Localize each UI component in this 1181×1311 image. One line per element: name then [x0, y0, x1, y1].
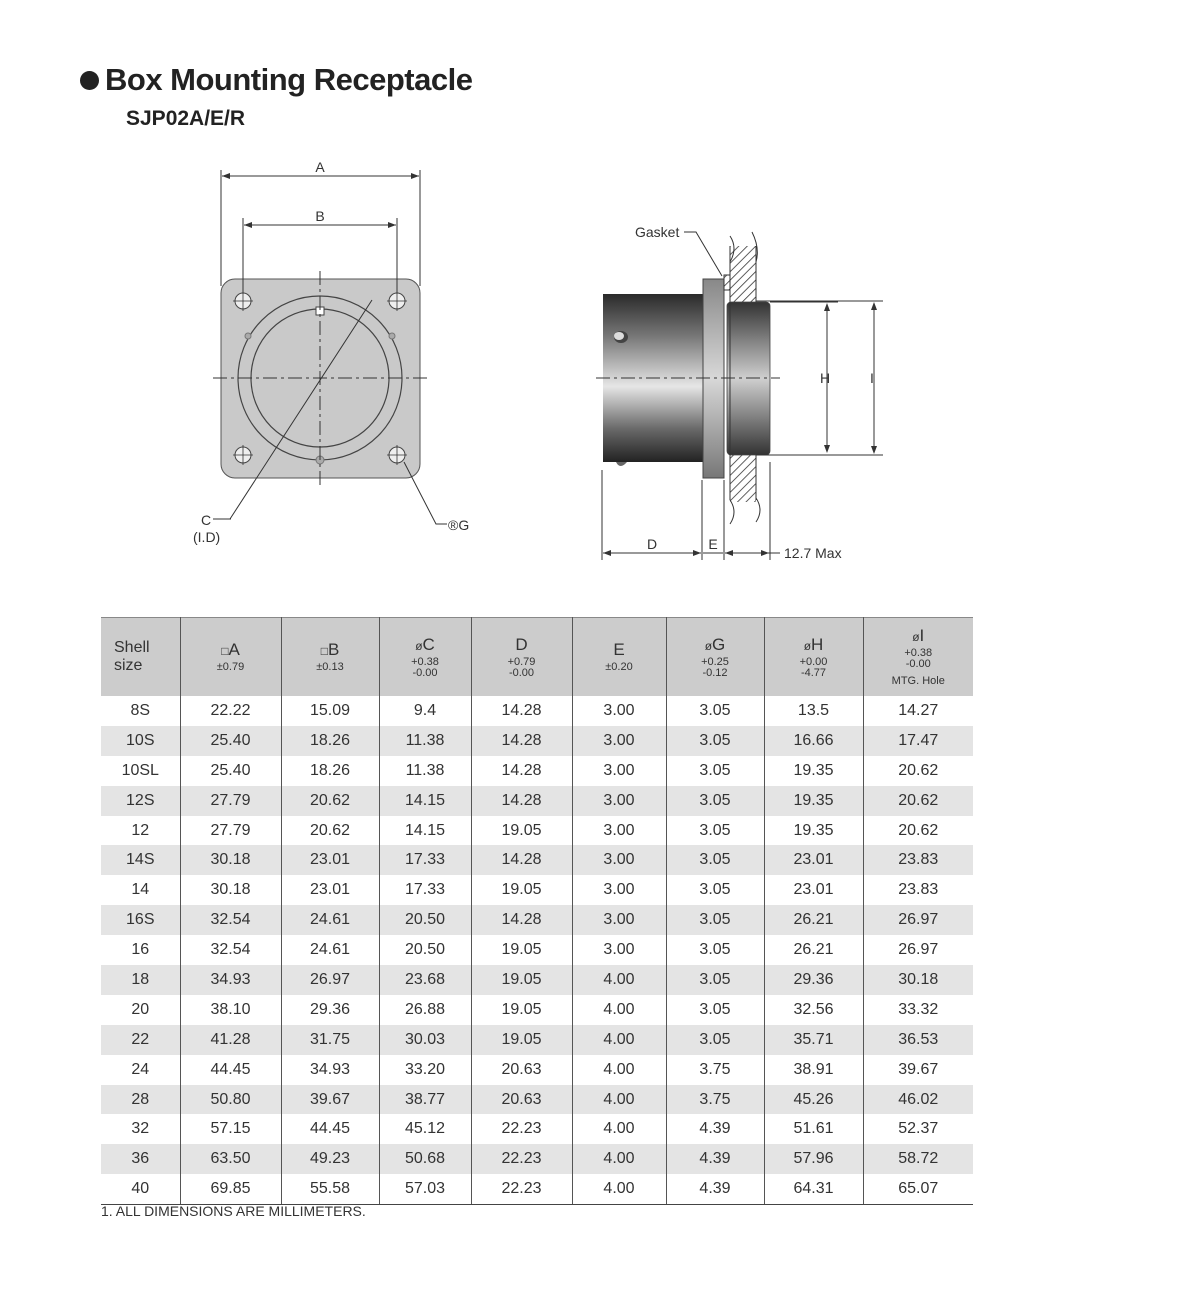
shell-size-cell: 36	[101, 1144, 180, 1174]
table-cell: 32.54	[180, 935, 281, 965]
table-cell: 35.71	[764, 1025, 863, 1055]
column-header	[379, 618, 471, 697]
table-cell: 4.39	[666, 1144, 764, 1174]
table-cell: 24.61	[281, 905, 379, 935]
table-cell: 20.62	[281, 786, 379, 816]
table-cell: 3.00	[572, 786, 666, 816]
table-cell: 20.62	[863, 786, 973, 816]
tolerance-upper: +0.38	[411, 655, 439, 668]
table-row	[101, 726, 973, 756]
dim-label-b: B	[315, 208, 325, 224]
column-header-label	[181, 641, 281, 658]
table-cell: 3.05	[666, 786, 764, 816]
tolerance-lower: -0.12	[702, 666, 728, 679]
table-cell: 44.45	[180, 1055, 281, 1085]
table-cell: 33.32	[898, 1000, 939, 1018]
table-cell: 9.4	[379, 696, 471, 726]
shell-size-cell: 28	[101, 1085, 180, 1115]
dimension-letter: B	[327, 640, 340, 659]
table-cell: 26.21	[764, 935, 863, 965]
table-cell: 33.20	[379, 1055, 471, 1085]
table-cell: 20.62	[281, 816, 379, 846]
table-cell: 14.15	[379, 816, 471, 846]
dimension-symbol: ø	[912, 630, 920, 644]
shell-size-cell: 10SL	[101, 756, 180, 786]
column-header-label	[667, 636, 764, 653]
table-cell: 23.83	[898, 881, 939, 899]
table-cell: 3.05	[666, 905, 764, 935]
column-header	[101, 618, 180, 697]
table-cell: 11.38	[379, 726, 471, 756]
table-cell: 44.45	[281, 1114, 379, 1144]
table-cell: 25.40	[180, 726, 281, 756]
table-cell: 14.28	[471, 905, 572, 935]
table-cell: 57.03	[379, 1174, 471, 1204]
table-cell: 30.18	[180, 845, 281, 875]
dimension-letter: E	[613, 640, 625, 659]
table-cell: 30.03	[379, 1025, 471, 1055]
table-cell: 25.40	[180, 756, 281, 786]
table-cell: 17.33	[379, 875, 471, 905]
table-cell: 20.63	[471, 1085, 572, 1115]
table-cell: 14.28	[471, 696, 572, 726]
shell-size-cell: 20	[101, 995, 180, 1025]
column-header	[666, 618, 764, 697]
shell-size-cell: 16	[101, 935, 180, 965]
table-cell: 29.36	[281, 995, 379, 1025]
table-cell: 3.05	[666, 875, 764, 905]
table-cell: 26.88	[379, 995, 471, 1025]
table-cell: 4.39	[666, 1174, 764, 1204]
dim-label-i: I	[870, 370, 874, 386]
side-view	[596, 232, 883, 560]
table-cell: 16.66	[764, 726, 863, 756]
table-cell: 3.05	[666, 995, 764, 1025]
table-cell: 3.00	[572, 845, 666, 875]
table-cell: 63.50	[180, 1144, 281, 1174]
table-cell: 4.00	[572, 1025, 666, 1055]
table-cell: 3.05	[666, 756, 764, 786]
table-cell: 18.26	[281, 756, 379, 786]
table-cell: 23.01	[281, 875, 379, 905]
column-header-label	[765, 636, 863, 653]
column-header-label	[864, 627, 974, 644]
table-cell: 34.93	[180, 965, 281, 995]
dimension-symbol: ø	[415, 638, 423, 653]
shell-size-cell: 40	[101, 1174, 180, 1204]
table-row	[101, 1055, 973, 1085]
dim-label-c: C	[201, 512, 212, 528]
table-cell: 55.58	[281, 1174, 379, 1204]
table-header	[101, 618, 973, 697]
table-cell: 26.21	[764, 905, 863, 935]
table-cell: 38.77	[379, 1085, 471, 1115]
shell-size-cell: 12	[101, 816, 180, 846]
table-cell: 22.23	[471, 1144, 572, 1174]
table-cell: 14.28	[471, 726, 572, 756]
shell-size-cell: 32	[101, 1114, 180, 1144]
table-cell: 30.18	[180, 875, 281, 905]
title-text: Box Mounting Receptacle	[105, 62, 473, 97]
table-row	[101, 816, 973, 846]
table-cell: 4.00	[572, 1174, 666, 1204]
table-cell: 13.5	[764, 696, 863, 726]
table-cell: 3.00	[572, 726, 666, 756]
table-cell: 19.05	[471, 965, 572, 995]
table-cell: 4.00	[572, 965, 666, 995]
header-note: MTG. Hole	[891, 675, 945, 687]
dimension-letter: A	[228, 640, 240, 659]
dimension-symbol: ø	[803, 638, 812, 653]
dimension-letter: D	[515, 634, 528, 654]
table-cell: 3.75	[666, 1085, 764, 1115]
table-cell: 24.61	[281, 935, 379, 965]
table-cell: 45.26	[764, 1085, 863, 1115]
table-cell: 20.50	[379, 905, 471, 935]
table-cell: 4.00	[572, 995, 666, 1025]
tolerance-upper: ±0.13	[316, 661, 344, 673]
table-cell: 19.05	[471, 935, 572, 965]
table-cell: 57.15	[180, 1114, 281, 1144]
shell-size-cell: 16S	[101, 905, 180, 935]
shell-size-cell: 24	[101, 1055, 180, 1085]
dimension-letter: C	[422, 634, 435, 654]
table-cell: 14.28	[471, 845, 572, 875]
dim-label-max: 12.7 Max	[784, 545, 842, 561]
table-cell: 27.79	[180, 786, 281, 816]
table-cell: 3.05	[666, 816, 764, 846]
table-cell: 14.27	[898, 701, 939, 719]
table-cell: 3.05	[666, 1025, 764, 1055]
shell-size-cell: 22	[101, 1025, 180, 1055]
table-cell: 3.00	[572, 696, 666, 726]
table-cell: 19.05	[471, 1025, 572, 1055]
table-cell: 26.97	[863, 905, 973, 935]
column-header	[281, 618, 379, 697]
table-row	[101, 935, 973, 965]
table-row	[101, 696, 973, 726]
table-cell: 32.54	[180, 905, 281, 935]
table-cell: 26.97	[898, 941, 939, 959]
table-cell: 20.63	[471, 1055, 572, 1085]
table-cell: 31.75	[281, 1025, 379, 1055]
dimension-table	[101, 617, 973, 1205]
table-cell: 36.53	[863, 1025, 973, 1055]
table-cell: 22.23	[471, 1174, 572, 1204]
table-cell: 4.00	[572, 1114, 666, 1144]
table-cell: 69.85	[180, 1174, 281, 1204]
tolerance-upper: +0.00	[799, 655, 828, 668]
table-cell: 19.05	[471, 875, 572, 905]
footnote: 1. ALL DIMENSIONS ARE MILLIMETERS.	[101, 1203, 366, 1219]
tolerance-upper: ±0.79	[216, 661, 245, 673]
tolerance-upper: +0.25	[701, 655, 729, 668]
tolerance-lower: -4.77	[800, 666, 827, 679]
shell-size-cell: 14S	[101, 845, 180, 875]
table-cell: 23.01	[764, 875, 863, 905]
table-cell: 50.68	[379, 1144, 471, 1174]
tolerance-lower: -0.00	[412, 666, 438, 679]
shell-size-cell: 14	[101, 875, 180, 905]
table-cell: 20.62	[898, 761, 939, 779]
table-cell: 26.97	[281, 965, 379, 995]
table-cell: 3.00	[572, 905, 666, 935]
table-cell: 19.35	[764, 786, 863, 816]
table-cell: 3.75	[666, 1055, 764, 1085]
table-cell: 45.12	[379, 1114, 471, 1144]
column-header	[764, 618, 863, 697]
dimension-letter: G	[712, 634, 726, 654]
dimension-symbol: □	[320, 644, 328, 658]
table-cell: 58.72	[863, 1144, 973, 1174]
table-cell: 41.28	[180, 1025, 281, 1055]
table-cell: 22.22	[180, 696, 281, 726]
dim-label-h: H	[820, 370, 831, 386]
dim-label-g: ®G	[448, 517, 470, 533]
column-header-label	[472, 636, 572, 653]
table-cell: 23.68	[379, 965, 471, 995]
table-row	[101, 845, 973, 875]
table-cell: 39.67	[898, 1060, 939, 1078]
column-header-label	[573, 641, 666, 658]
table-cell: 32.56	[764, 995, 863, 1025]
table-cell: 22.23	[471, 1114, 572, 1144]
shell-size-cell: 18	[101, 965, 180, 995]
column-header	[471, 618, 572, 697]
table-cell: 52.37	[898, 1120, 939, 1138]
column-header-label	[380, 636, 471, 653]
table-row	[101, 1174, 973, 1204]
table-cell: 49.23	[281, 1144, 379, 1174]
table-cell: 23.01	[764, 845, 863, 875]
table-cell: 19.35	[764, 816, 863, 846]
table-cell: 39.67	[281, 1085, 379, 1115]
table-row	[101, 995, 973, 1025]
dimension-letter: H	[811, 634, 824, 654]
tolerance-upper: ±0.20	[605, 661, 633, 673]
table-cell: 3.05	[666, 726, 764, 756]
table-cell: 38.91	[764, 1055, 863, 1085]
table-row	[101, 1085, 973, 1115]
table-row	[101, 1025, 973, 1055]
table-cell: 4.00	[572, 1055, 666, 1085]
table-cell: 65.07	[863, 1174, 973, 1204]
table-cell: 3.00	[572, 756, 666, 786]
front-view	[213, 170, 447, 524]
table-cell: 46.02	[863, 1085, 973, 1115]
table-cell: 27.79	[180, 816, 281, 846]
table-row	[101, 786, 973, 816]
table-cell: 51.61	[764, 1114, 863, 1144]
table-cell: 20.50	[379, 935, 471, 965]
table-row	[101, 1144, 973, 1174]
table-cell: 64.31	[764, 1174, 863, 1204]
tolerance-lower: -0.00	[905, 658, 931, 670]
table-cell: 17.47	[863, 726, 973, 756]
table-cell: 57.96	[764, 1144, 863, 1174]
table-cell: 3.05	[666, 845, 764, 875]
dimension-letter: I	[919, 626, 925, 645]
table-row	[101, 965, 973, 995]
table-cell: 34.93	[281, 1055, 379, 1085]
table-cell: 50.80	[180, 1085, 281, 1115]
table-cell: 4.00	[572, 1085, 666, 1115]
dimension-symbol: ø	[704, 638, 713, 653]
table-cell: 4.39	[666, 1114, 764, 1144]
column-header	[863, 618, 973, 697]
table-row	[101, 1114, 973, 1144]
dim-label-a: A	[315, 159, 325, 175]
table-cell: 11.38	[379, 756, 471, 786]
table-cell: 23.01	[281, 845, 379, 875]
table-row	[101, 756, 973, 786]
dim-label-d: D	[646, 536, 658, 552]
table-body	[101, 696, 973, 1205]
table-cell: 3.00	[572, 816, 666, 846]
table-cell: 19.35	[764, 756, 863, 786]
table-cell: 14.28	[471, 786, 572, 816]
table-cell: 4.00	[572, 1144, 666, 1174]
table-cell: 18.26	[281, 726, 379, 756]
column-header-label	[282, 641, 379, 658]
table-cell: 3.05	[666, 965, 764, 995]
table-cell: 14.15	[379, 786, 471, 816]
shell-size-cell: 8S	[101, 696, 180, 726]
table-row	[101, 875, 973, 905]
tolerance-lower: -0.00	[508, 666, 535, 679]
table-cell: 3.00	[572, 935, 666, 965]
dimension-symbol: □	[221, 644, 229, 658]
table-cell: 20.62	[898, 821, 939, 839]
tolerance-upper: +0.38	[904, 647, 933, 659]
table-cell: 19.05	[471, 816, 572, 846]
dim-label-e: E	[708, 536, 718, 552]
table-row	[101, 905, 973, 935]
column-header	[180, 618, 281, 697]
dim-label-c-id: (I.D)	[193, 529, 221, 545]
table-cell: 3.05	[666, 696, 764, 726]
table-cell: 23.83	[863, 845, 973, 875]
column-header	[572, 618, 666, 697]
model-number: SJP02A/E/R	[126, 107, 246, 130]
table-cell: 38.10	[180, 995, 281, 1025]
shell-size-cell: 10S	[101, 726, 180, 756]
table-cell: 3.00	[572, 875, 666, 905]
column-header-label: Shell size	[114, 638, 150, 674]
gasket-label: Gasket	[635, 224, 680, 240]
table-cell: 29.36	[764, 965, 863, 995]
table-cell: 3.05	[666, 935, 764, 965]
technical-drawing	[0, 0, 1181, 600]
table-cell: 14.28	[471, 756, 572, 786]
table-cell: 15.09	[281, 696, 379, 726]
table-cell: 17.33	[379, 845, 471, 875]
table-cell: 30.18	[863, 965, 973, 995]
shell-size-cell: 12S	[101, 786, 180, 816]
tolerance-upper: +0.79	[507, 655, 536, 668]
table-cell: 19.05	[471, 995, 572, 1025]
